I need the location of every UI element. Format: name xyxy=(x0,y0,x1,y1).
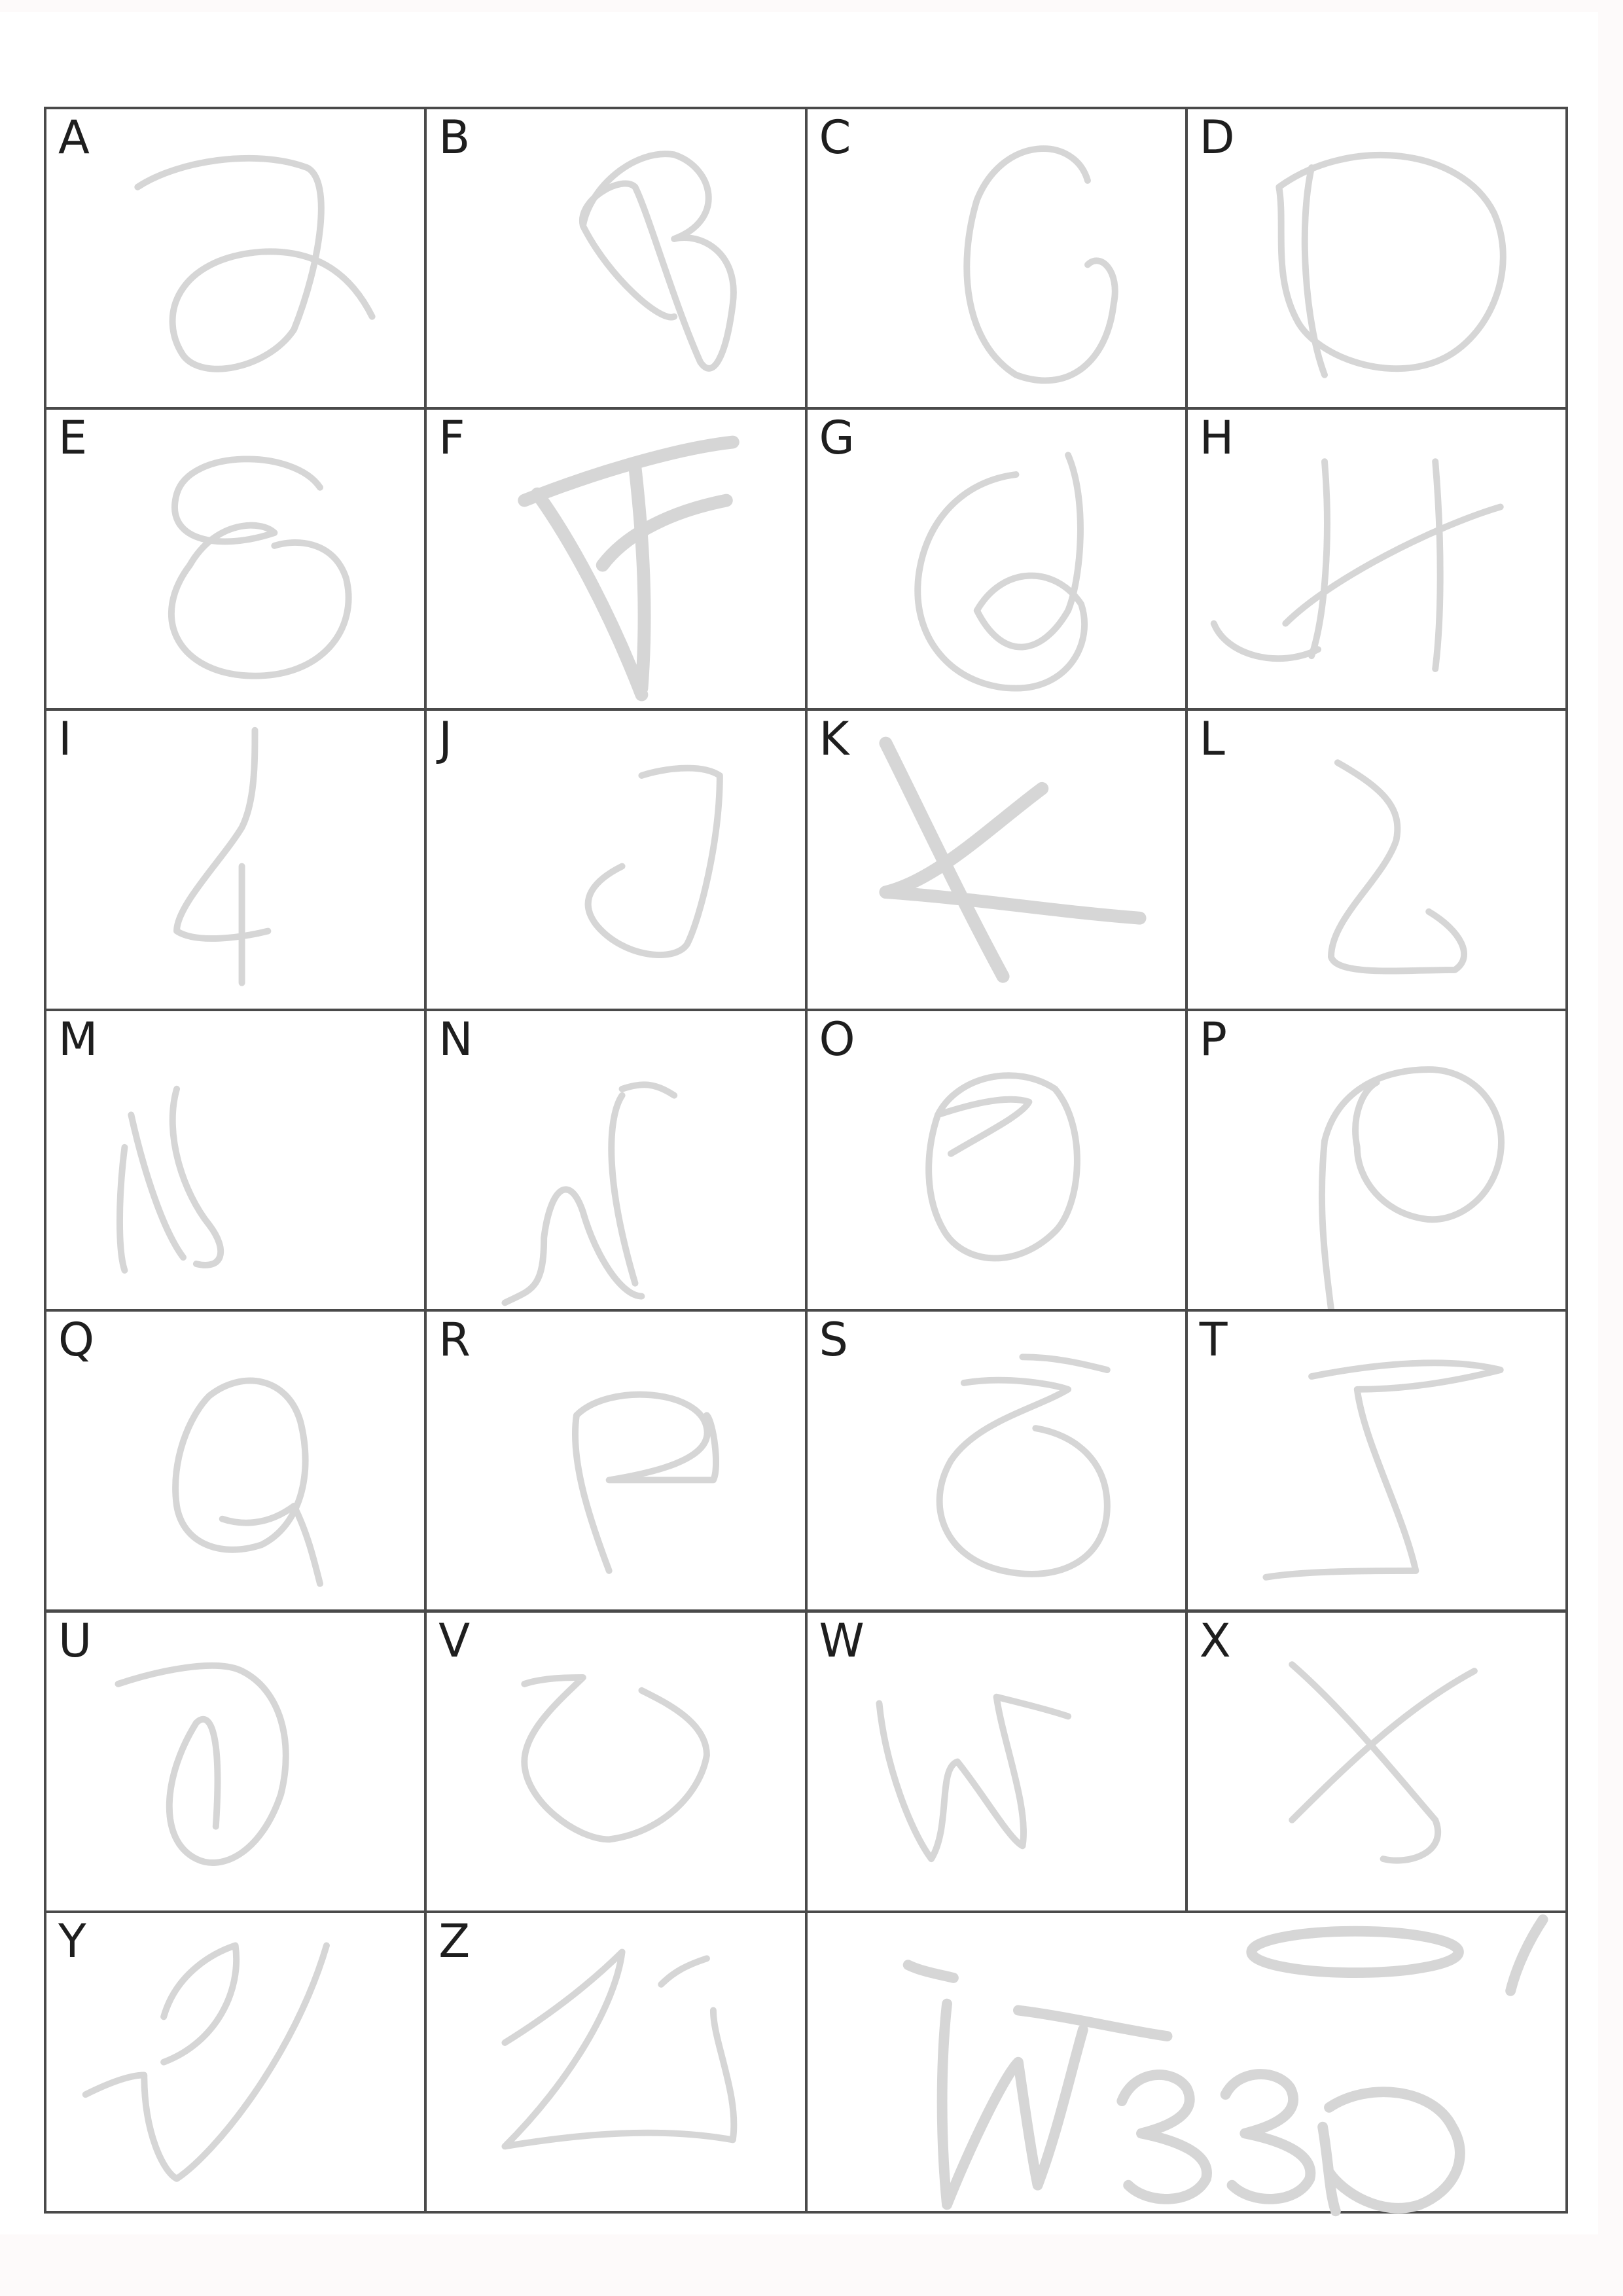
letter-label: U xyxy=(58,1613,92,1668)
sketch-glyph-t xyxy=(1188,1312,1565,1609)
letter-label: B xyxy=(438,111,471,164)
sketch-glyph-y xyxy=(46,1913,424,2211)
glyph-stroke xyxy=(582,154,734,368)
sketch-glyph-o xyxy=(808,1011,1185,1309)
sketch-glyph-k xyxy=(808,711,1185,1009)
letter-cell-j xyxy=(424,708,807,1011)
letter-label: L xyxy=(1199,711,1225,766)
sketch-glyph-p xyxy=(1188,1011,1565,1309)
glyph-stroke xyxy=(575,1395,716,1571)
letter-cell-s xyxy=(805,1309,1188,1612)
letter-cell-k xyxy=(805,708,1188,1011)
letter-label: X xyxy=(1199,1613,1231,1668)
letter-cell-q xyxy=(44,1309,427,1612)
glyph-stroke xyxy=(1279,155,1503,375)
letter-label: K xyxy=(819,711,849,766)
letter-label: Y xyxy=(58,1914,86,1968)
glyph-stroke xyxy=(1266,1363,1500,1577)
tag-sketch-cell xyxy=(805,1910,1569,2214)
sketch-glyph-l xyxy=(1188,711,1565,1009)
letter-label: I xyxy=(58,711,72,766)
sketch-glyph-n xyxy=(427,1011,804,1309)
letter-label: M xyxy=(58,1012,98,1066)
letter-label: R xyxy=(438,1313,471,1367)
sketch-glyph-f xyxy=(427,410,804,708)
letter-label: E xyxy=(58,411,88,465)
sketch-glyph-d xyxy=(1188,109,1565,407)
letter-cell-h xyxy=(1185,407,1568,710)
glyph-stroke xyxy=(120,1089,221,1270)
letter-cell-d xyxy=(1185,107,1568,410)
sketch-glyph-b xyxy=(427,109,804,407)
glyph-stroke xyxy=(939,1357,1107,1574)
glyph-stroke xyxy=(505,1085,675,1302)
letter-cell-l xyxy=(1185,708,1568,1011)
glyph-stroke xyxy=(967,149,1115,380)
glyph-stroke xyxy=(137,158,372,369)
letter-cell-b xyxy=(424,107,807,410)
sketch-glyph-e xyxy=(46,410,424,708)
glyph-stroke xyxy=(1292,1664,1474,1860)
letter-label: W xyxy=(819,1613,865,1668)
letter-cell-z xyxy=(424,1910,807,2214)
sketch-glyph-s xyxy=(808,1312,1185,1609)
sketch-glyph-m xyxy=(46,1011,424,1309)
glyph-stroke xyxy=(879,1696,1068,1858)
glyph-stroke xyxy=(1331,762,1464,971)
sketch-glyph-j xyxy=(427,711,804,1009)
letter-cell-c xyxy=(805,107,1188,410)
letter-label: V xyxy=(438,1613,471,1668)
sketch-glyph-c xyxy=(808,109,1185,407)
sketch-glyph-u xyxy=(46,1613,424,1910)
letter-label: P xyxy=(1199,1012,1227,1066)
letter-label: Q xyxy=(58,1313,95,1367)
letter-cell-y xyxy=(44,1910,427,2214)
letter-label: T xyxy=(1199,1313,1228,1367)
letter-cell-f xyxy=(424,407,807,710)
sketch-glyph-z xyxy=(427,1913,804,2211)
glyph-stroke xyxy=(929,1075,1077,1258)
letter-label: O xyxy=(819,1012,855,1066)
sketch-glyph-w xyxy=(808,1613,1185,1910)
letter-cell-m xyxy=(44,1009,427,1312)
glyph-stroke xyxy=(86,1945,327,2178)
halo-stroke xyxy=(1251,1931,1459,1973)
letter-cell-n xyxy=(424,1009,807,1312)
sketch-glyph-h xyxy=(1188,410,1565,708)
glyph-stroke xyxy=(885,743,1139,976)
letter-cell-v xyxy=(424,1610,807,1913)
letter-grid xyxy=(44,107,1565,2211)
letter-label: D xyxy=(1199,111,1235,164)
letter-label: J xyxy=(438,711,452,766)
worksheet-page xyxy=(0,12,1598,2234)
sketch-glyph-a xyxy=(46,109,424,407)
letter-cell-g xyxy=(805,407,1188,710)
letter-cell-a xyxy=(44,107,427,410)
sketch-glyph-x xyxy=(1188,1613,1565,1910)
glyph-stroke xyxy=(177,730,268,982)
letter-cell-o xyxy=(805,1009,1188,1312)
sketch-glyph-g xyxy=(808,410,1185,708)
letter-cell-r xyxy=(424,1309,807,1612)
letter-label: A xyxy=(58,111,90,164)
sketch-glyph-q xyxy=(46,1312,424,1609)
glyph-stroke xyxy=(525,442,733,695)
letter-cell-u xyxy=(44,1610,427,1913)
letter-label: F xyxy=(438,411,465,465)
glyph-stroke xyxy=(525,1677,707,1839)
sketch-glyph-v xyxy=(427,1613,804,1910)
glyph-stroke xyxy=(918,456,1084,689)
letter-cell-e xyxy=(44,407,427,710)
glyph-stroke xyxy=(171,459,349,676)
glyph-stroke xyxy=(588,768,720,954)
letter-label: N xyxy=(438,1012,473,1066)
letter-label: S xyxy=(819,1313,848,1367)
glyph-stroke xyxy=(1214,461,1501,669)
letter-label: C xyxy=(819,111,851,164)
glyph-stroke xyxy=(175,1381,320,1584)
letter-cell-t xyxy=(1185,1309,1568,1612)
letter-label: Z xyxy=(438,1914,471,1968)
glyph-stroke xyxy=(1322,1069,1501,1309)
sketch-glyph-i xyxy=(46,711,424,1009)
letter-cell-x xyxy=(1185,1610,1568,1913)
letter-label: G xyxy=(819,411,855,465)
letter-cell-w xyxy=(805,1610,1188,1913)
letter-label: H xyxy=(1199,411,1234,465)
glyph-stroke xyxy=(505,1952,734,2146)
sketch-glyph-r xyxy=(427,1312,804,1609)
letter-cell-p xyxy=(1185,1009,1568,1312)
glyph-stroke xyxy=(118,1665,285,1862)
weed-tag-sketch xyxy=(808,1913,1566,2211)
letter-cell-i xyxy=(44,708,427,1011)
